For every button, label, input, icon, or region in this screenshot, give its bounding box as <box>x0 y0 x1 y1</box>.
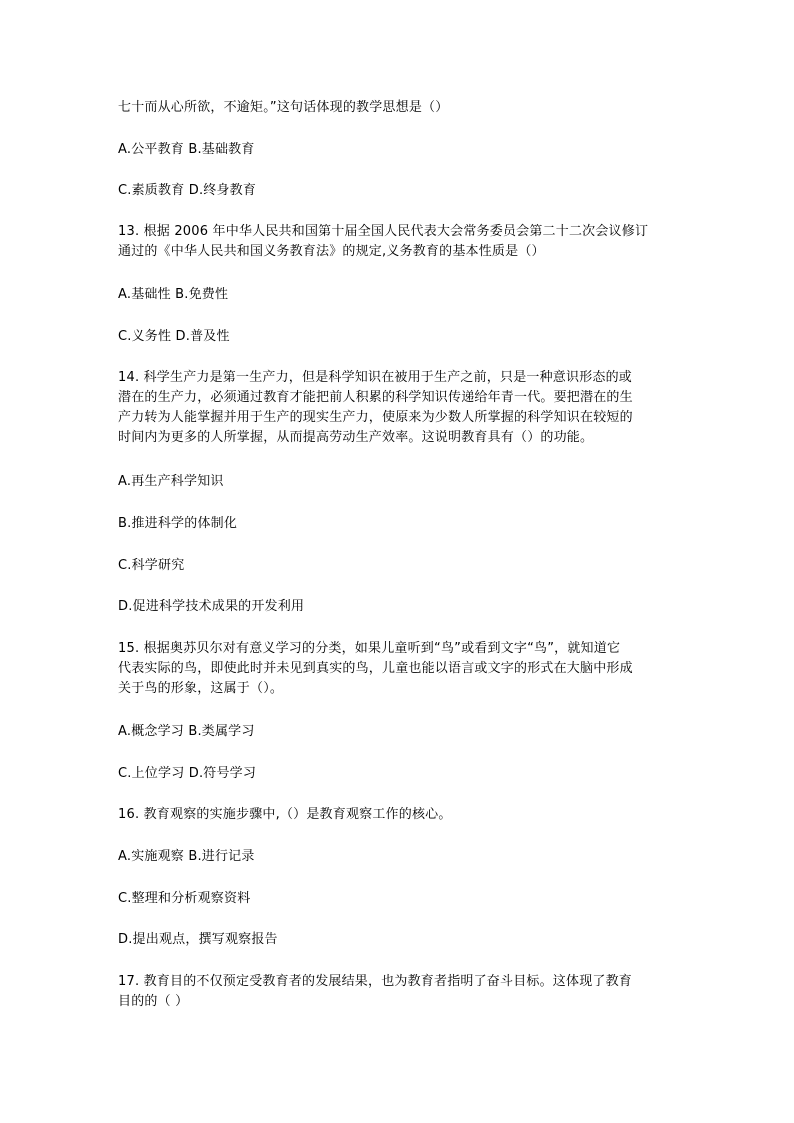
question-17-stem <box>118 972 678 1012</box>
question-15-line-2: 代表实际的鸟，即使此时并未见到真实的鸟，儿童也能以语言或文字的形式在大脑中形成 <box>118 661 633 676</box>
question-14-line-4: 时间内为更多的人所掌握，从而提高劳动生产效率。这说明教育具有（）的功能。 <box>118 430 594 445</box>
question-17-line-1: 17. 教育目的不仅预定受教育者的发展结果，也为教育者指明了奋斗目标。这体现了教育 <box>118 974 633 989</box>
question-12-stem-end: 七十而从心所欲，不逾矩。”这句话体现的教学思想是（） <box>118 100 449 115</box>
question-13-options-cd: C.义务性 D.普及性 <box>118 329 230 344</box>
question-16-option-c: C.整理和分析观察资料 <box>118 891 251 906</box>
question-13-options-ab: A.基础性 B.免费性 <box>118 287 229 302</box>
question-12-options-cd: C.素质教育 D.终身教育 <box>118 183 257 198</box>
question-15-options-cd: C.上位学习 D.符号学习 <box>118 766 257 781</box>
question-14-option-a: A.再生产科学知识 <box>118 474 224 489</box>
question-15-line-1: 15. 根据奥苏贝尔对有意义学习的分类，如果儿童听到“鸟”或看到文字“鸟”，就知道它 <box>118 641 621 656</box>
question-13-line-2: 通过的《中华人民共和国义务教育法》的规定,义务教育的基本性质是（） <box>118 244 545 259</box>
question-14-option-c: C.科学研究 <box>118 558 185 573</box>
question-16-option-d: D.提出观点，撰写观察报告 <box>118 932 278 947</box>
question-14-option-b: B.推进科学的体制化 <box>118 516 238 531</box>
question-12-options-ab: A.公平教育 B.基础教育 <box>118 142 255 157</box>
question-15-stem <box>118 639 678 699</box>
question-14-line-3: 产力转为人能掌握并用于生产的现实生产力，使原来为少数人所掌握的科学知识在较短的 <box>118 410 633 425</box>
question-14-line-2: 潜在的生产力，必须通过教育才能把前人积累的科学知识传递给年青一代。要把潜在的生 <box>118 390 633 405</box>
question-13-line-1: 13. 根据 2006 年中华人民共和国第十届全国人民代表大会常务委员会第二十二次会议修订 <box>118 224 649 239</box>
question-15-line-3: 关于鸟的形象，这属于（）。 <box>118 681 284 696</box>
question-15-options-ab: A.概念学习 B.类属学习 <box>118 724 255 739</box>
question-14-stem <box>118 368 678 448</box>
question-16-stem: 16. 教育观察的实施步骤中,（）是教育观察工作的核心。 <box>118 807 452 822</box>
question-17-line-2: 目的的（ ） <box>118 994 189 1009</box>
question-14-option-d: D.促进科学技术成果的开发利用 <box>118 599 305 614</box>
question-16-options-ab: A.实施观察 B.进行记录 <box>118 849 255 864</box>
question-14-line-1: 14. 科学生产力是第一生产力，但是科学知识在被用于生产之前，只是一种意识形态的或 <box>118 370 633 385</box>
question-13-stem <box>118 222 678 262</box>
